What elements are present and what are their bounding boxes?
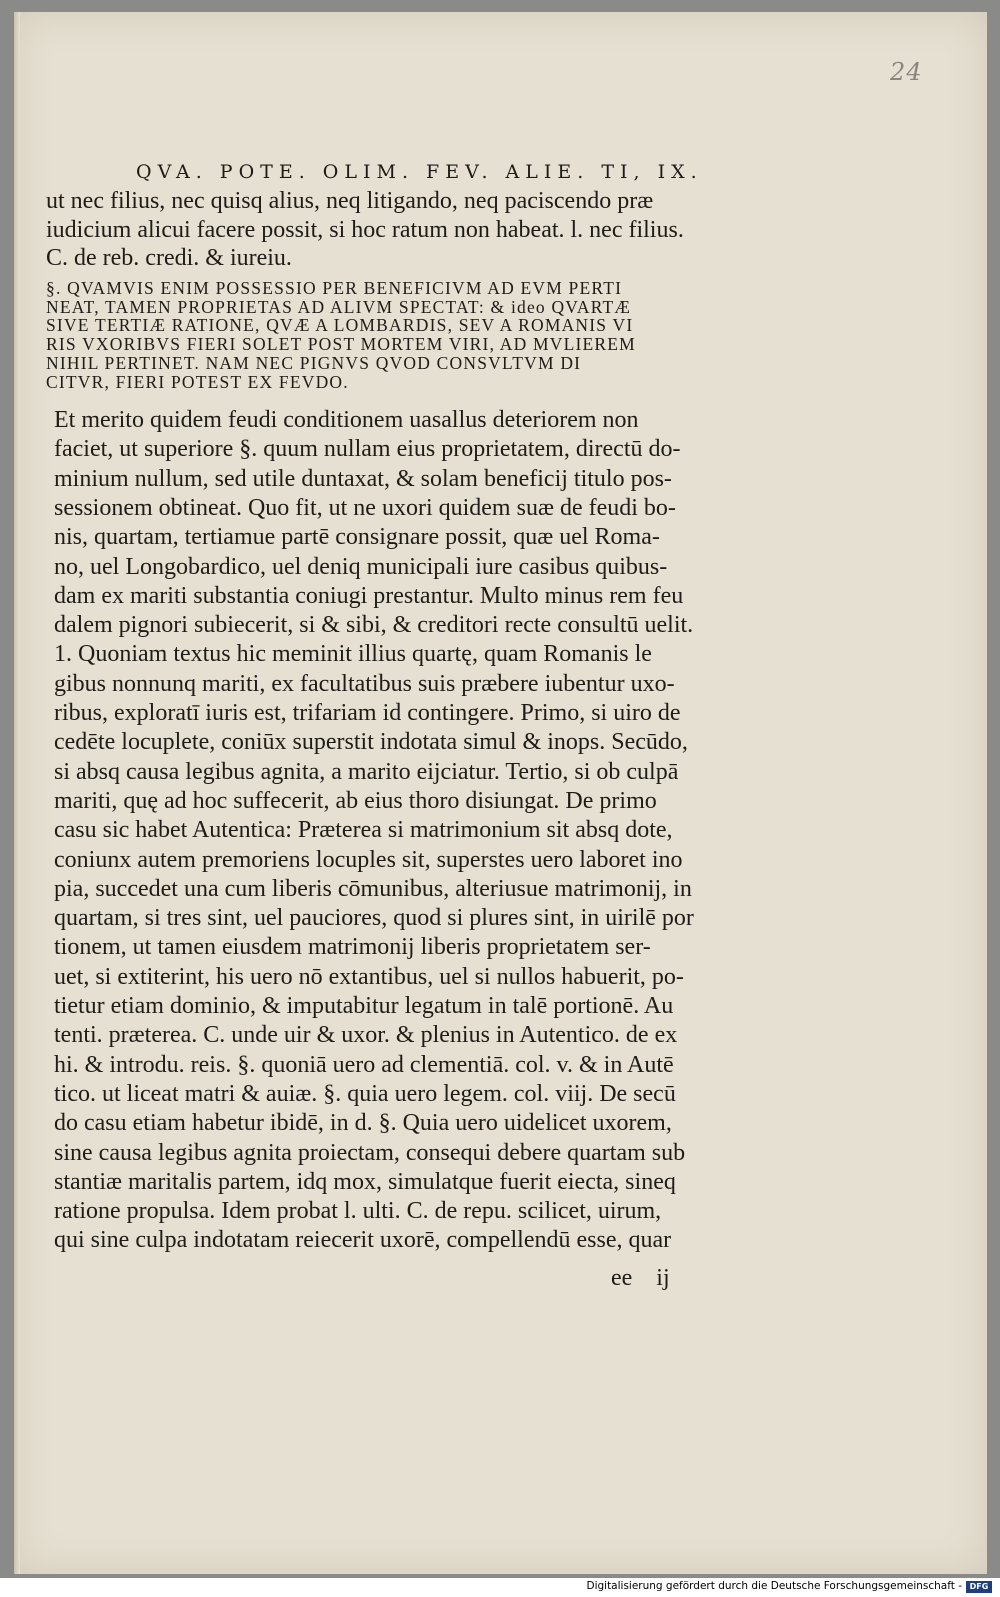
caps-line: §. QVAMVIS ENIM POSSESSIO PER BENEFICIVM AD EVM PERTI bbox=[46, 278, 623, 298]
caps-line: NIHIL PERTINET. NAM NEC PIGNVS QVOD CONSVLTVM DI bbox=[46, 352, 582, 373]
text-line: C. de reb. credi. & iureiu. bbox=[46, 245, 292, 271]
text-line: tico. ut liceat matri & auiæ. §. quia uero legem. col. viij. De secū bbox=[54, 1080, 676, 1107]
text-line: Et merito quidem feudi conditionem uasallus deteriorem non bbox=[54, 407, 639, 433]
book-page bbox=[14, 12, 987, 1574]
text-line: ut nec filius, nec quisq alius, neq litigando, neq paciscendo præ bbox=[46, 188, 654, 214]
caps-line: CITVR, FIERI POTEST EX FEVDO. bbox=[46, 371, 349, 392]
caps-line: SIVE TERTIÆ RATIONE, QVÆ A LOMBARDIS, SEV A ROMANIS VI bbox=[46, 315, 634, 336]
text-line: si absq causa legibus agnita, a marito eijciatur. Tertio, si ob culpā bbox=[54, 758, 679, 785]
text-line: faciet, ut superiore §. quum nullam eius proprietatem, directū do- bbox=[54, 436, 681, 463]
text-line: quartam, si tres sint, uel pauciores, quod si plures sint, in uirilē por bbox=[54, 905, 694, 932]
text-line: sine causa legibus agnita proiectam, consequi debere quartam sub bbox=[54, 1139, 686, 1166]
caps-line: RIS VXORIBVS FIERI SOLET POST MORTEM VIRI, AD MVLIEREM bbox=[46, 334, 636, 355]
text-line: do casu etiam habetur ibidē, in d. §. Quia uero uidelicet uxorem, bbox=[54, 1110, 672, 1137]
text-line: minium nullum, sed utile duntaxat, & solam beneficij titulo pos- bbox=[54, 465, 672, 492]
text-line: iudicium alicui facere possit, si hoc ratum non habeat. l. nec filius. bbox=[46, 216, 684, 243]
text-line: hi. & introdu. reis. §. quoniā uero ad clementiā. col. v. & in Autē bbox=[54, 1051, 674, 1078]
text-line: coniunx autem premoriens locuples sit, superstes uero laboret ino bbox=[54, 846, 683, 873]
text-line: nis, quartam, tertiamue partē consignare possit, quæ uel Roma- bbox=[54, 524, 660, 551]
text-line: tenti. præterea. C. unde uir & uxor. & plenius in Autentico. de ex bbox=[54, 1022, 678, 1049]
text-line: mariti, quę ad hoc suffecerit, ab eius thoro disiungat. De primo bbox=[54, 787, 657, 814]
text-line: ratione propulsa. Idem probat l. ulti. C. de repu. scilicet, uirum, bbox=[54, 1198, 662, 1225]
footer-bar bbox=[0, 1578, 1000, 1597]
text-line: gibus nonnunq mariti, ex facultatibus suis præbere iubentur uxo- bbox=[54, 670, 675, 697]
text-line: qui sine culpa indotatam reiecerit uxorē, compellendū esse, quar bbox=[54, 1227, 672, 1254]
text-line: dalem pignori subiecerit, si & sibi, & creditori recte consultū uelit. bbox=[54, 612, 694, 639]
text-line: tionem, ut tamen eiusdem matrimonij liberis proprietatem ser- bbox=[54, 934, 651, 961]
text-line: casu sic habet Autentica: Præterea si matrimonium sit absq dote, bbox=[54, 817, 673, 844]
footer-credit: Digitalisierung gefördert durch die Deutsche Forschungsgemeinschaft - bbox=[586, 1580, 962, 1592]
text-line: cedēte locuplete, coniūx superstit indotata simul & inops. Secūdo, bbox=[54, 729, 688, 756]
text-line: dam ex mariti substantia coniugi prestantur. Multo minus rem feu bbox=[54, 582, 684, 609]
text-line: stantiæ maritalis partem, idq mox, simulatque fuerit eiecta, sineq bbox=[54, 1168, 676, 1195]
text-line: ribus, exploratī iuris est, trifariam id contingere. Primo, si uiro de bbox=[54, 700, 681, 726]
folio-number: 24 bbox=[890, 58, 923, 86]
dfg-logo: DFG bbox=[966, 1581, 992, 1593]
text-line: sessionem obtineat. Quo fit, ut ne uxori quidem suæ de feudi bo- bbox=[54, 494, 676, 521]
text-line: 1. Quoniam textus hic meminit illius quartę, quam Romanis le bbox=[54, 641, 652, 668]
text-line: tietur etiam dominio, & imputabitur legatum in talē portionē. Au bbox=[54, 993, 674, 1019]
running-head: QVA. POTE. OLIM. FEV. ALIE. TI, IX. bbox=[136, 161, 703, 183]
text-line: no, uel Longobardico, uel deniq municipali iure casibus quibus- bbox=[54, 553, 668, 580]
text-line: uet, si extiterint, his uero nō extantibus, uel si nullos habuerit, po- bbox=[54, 963, 684, 990]
signature-mark: ee ij bbox=[611, 1265, 670, 1291]
text-line: pia, succedet una cum liberis cōmunibus, alteriusue matrimonij, in bbox=[54, 875, 692, 902]
caps-line: NEAT, TAMEN PROPRIETAS AD ALIVM SPECTAT: & ideo QVARTÆ bbox=[46, 296, 632, 317]
page-gutter-edge bbox=[14, 12, 20, 1574]
